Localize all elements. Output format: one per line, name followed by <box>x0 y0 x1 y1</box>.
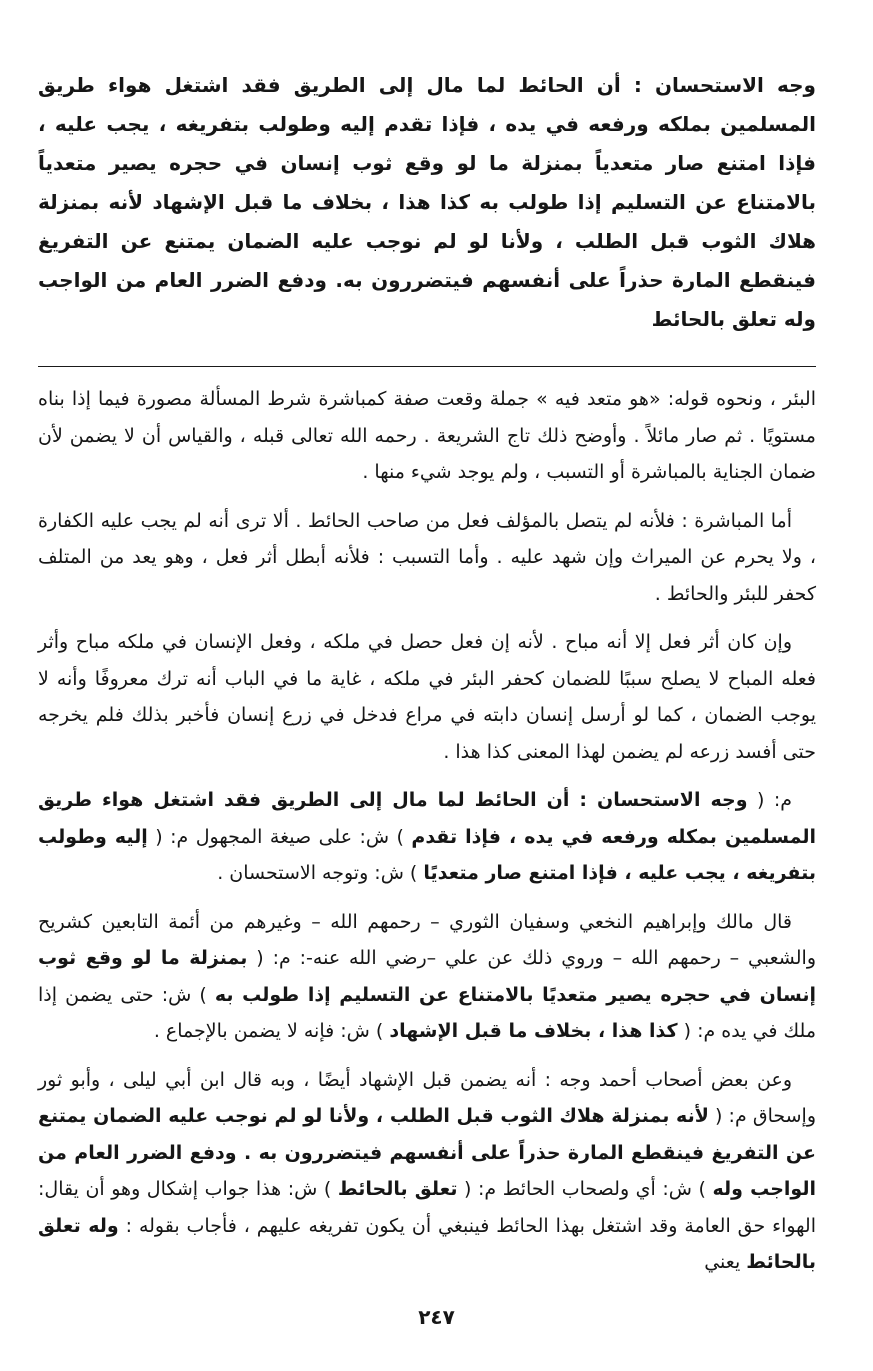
sharh-paragraph-5 <box>38 904 816 1050</box>
sharh-comment: ) ش: وتوجه الاستحسان . <box>217 862 418 884</box>
sharh-paragraph-1: البئر ، ونحوه قوله: «هو متعد فيه » جملة وقعت صفة كمباشرة شرط المسألة مصورة فيما إذا بناه مستويًا . ثم صار مائلاً . وأوضح ذلك تاج الشريعة . رحمه الله تعالى قبله ، والقياس أن لا يضمن لأن ضمان الجناية بالمباشرة أو التسبب ، ولم يوجد شيء منها . <box>38 388 816 483</box>
book-page <box>38 66 816 1293</box>
sharh-paragraph-4 <box>38 782 816 892</box>
sharh-comment: ) ش: حتى يضمن إذا ملك في يده م: ( <box>38 983 816 1042</box>
quoted-matn: إليه وطولب بتفريغه ، يجب عليه ، فإذا امتنع صار متعديًا <box>38 825 816 884</box>
sharh-paragraph-6 <box>38 1062 816 1281</box>
sharh-marker: ) ش: على صيغة المجهول م: ( <box>155 825 404 848</box>
sharh-paragraph-2: أما المباشرة : فلأنه لم يتصل بالمؤلف فعل من صاحب الحائط . ألا ترى أنه لم يجب عليه الكفارة ، ولا يحرم عن الميراث وإن شهد عليه . وأما التسبب : فلأنه أبطل أثر فعل ، وهو يعد من المتلف كحفر للبئر والحائط . <box>38 509 816 605</box>
matn-marker: م: ( <box>756 789 792 811</box>
quoted-matn: كذا هذا ، بخلاف ما قبل الإشهاد <box>389 1020 678 1042</box>
sharh-comment: ) ش: أي ولصحاب الحائط م: ( <box>464 1178 706 1200</box>
sharh-comment: قال مالك وإبراهيم النخعي وسفيان الثوري – رحمهم الله – وغيرهم من أئمة التابعين كشريح والشعبي – رحمهم الله – وروي ذلك عن علي –رضي الله عنه-: م: ( <box>38 910 816 969</box>
sharh-comment: ) ش: فإنه لا يضمن بالإجماع . <box>153 1020 384 1042</box>
quoted-matn: وله تعلق بالحائط <box>38 1214 816 1273</box>
quoted-matn: لأنه بمنزلة هلاك الثوب قبل الطلب ، ولأنا لو لم نوجب عليه الضمان يمتنع عن التفريغ فينقطع المارة حذراً على أنفسهم فيتضررون به . ودفع الضرر العام من الواجب وله <box>38 1105 816 1200</box>
quoted-matn: تعلق بالحائط <box>337 1178 458 1200</box>
sharh-comment: يعني <box>704 1251 741 1273</box>
quoted-matn: وجه الاستحسان : أن الحائط لما مال إلى الطريق فقد اشتغل هواء طريق المسلمين بمكله ورفعه في يده ، فإذا تقدم <box>38 789 817 848</box>
sharh-paragraph-3: وإن كان أثر فعل إلا أنه مباح . لأنه إن فعل حصل في ملكه ، وفعل الإنسان في ملكه مباح وأثر فعله المباح لا يصلح سببًا للضمان كحفر البئر في ملكه ، غاية ما في الباب أنه ترك معروفًا وأنه لا يوجب الضمان ، كما لو أرسل إنسان دابته في مراع فدخل في زرع إنسان فأخبر بذلك فلم يخرجه حتى أفسد زرعه لم يضمن لهذا المعنى كذا هذا . <box>38 631 816 763</box>
sharh-comment: وعن بعض أصحاب أحمد وجه : أنه يضمن قبل الإشهاد أيضًا ، وبه قال ابن أبي ليلى ، وأبو ثور وإسحاق م: ( <box>38 1068 817 1127</box>
sharh-comment: ) ش: هذا جواب إشكال وهو أن يقال: الهواء حق العامة وقد اشتغل بهذا الحائط فينبغي أن يكون تفريغه عليهم ، فأجاب بقوله : <box>38 1178 816 1237</box>
quoted-matn: بمنزلة ما لو وقع ثوب إنسان في حجره يصير متعديًا بالامتناع عن التسليم إذا طولب به <box>38 947 816 1006</box>
page-number: ٢٤٧ <box>418 1305 455 1329</box>
separator-rule <box>38 366 816 367</box>
matn-text: وجه الاستحسان : أن الحائط لما مال إلى الطريق فقد اشتغل هواء طريق المسلمين بملكه ورفعه في يده ، فإذا تقدم إليه وطولب بتفريغه ، يجب عليه ، فإذا امتنع صار متعدياً بمنزلة ما لو وقع ثوب إنسان في حجره يصير متعدياً بالامتناع عن التسليم إذا طولب به كذا هذا ، بخلاف ما قبل الإشهاد لأنه بمنزلة هلاك الثوب قبل الطلب ، ولأنا لو لم نوجب عليه الضمان يمتنع عن التفريغ فينقطع المارة حذراً على أنفسهم فيتضررون به. ودفع الضرر العام من الواجب وله تعلق بالحائط <box>38 73 816 331</box>
